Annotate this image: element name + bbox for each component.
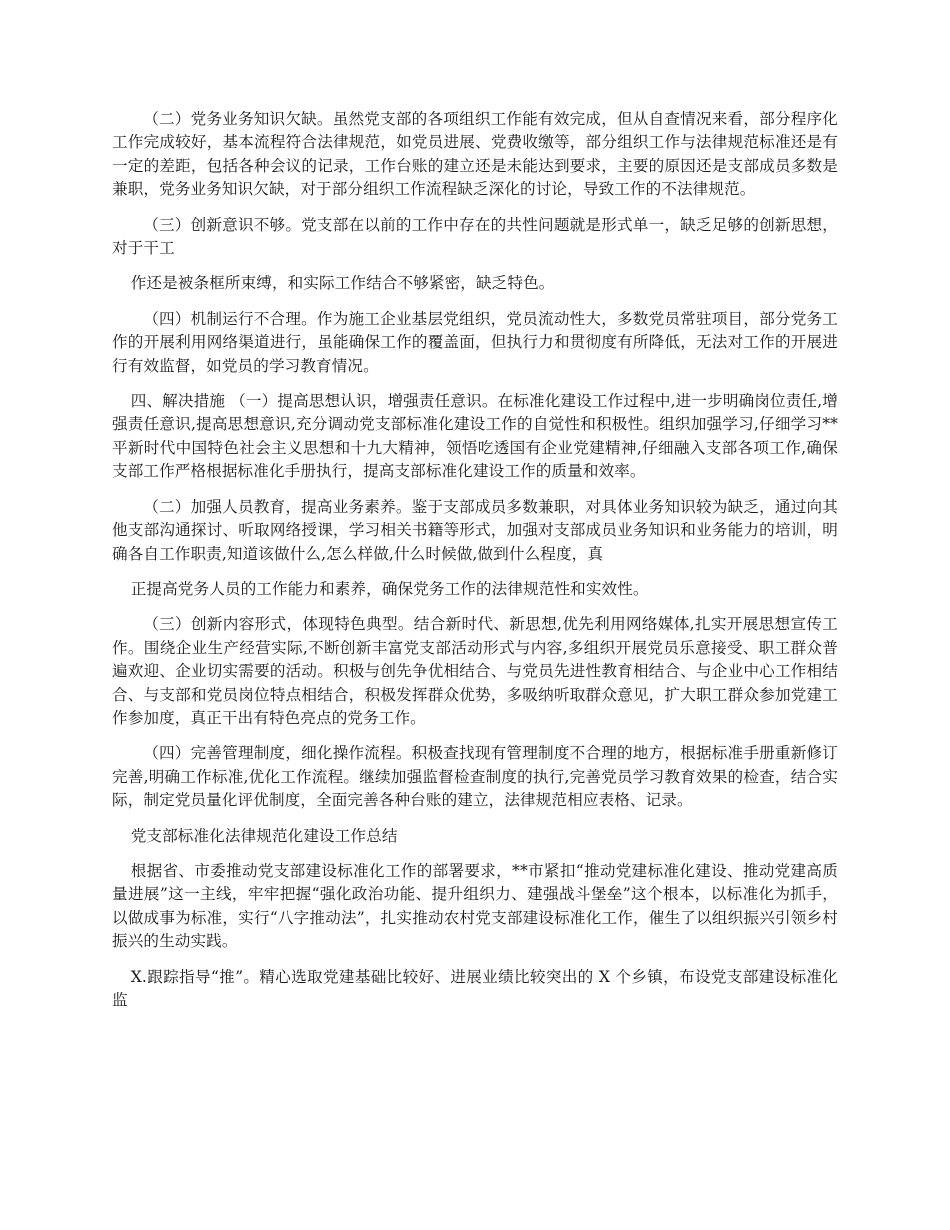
document-body bbox=[112, 108, 838, 1024]
paragraph-solutions-education-continued: 正提高党务人员的工作能力和素养，确保党务工作的法律规范性和实效性。 bbox=[130, 579, 649, 598]
paragraph-solutions-innovation: （三）创新内容形式，体现特色典型。结合新时代、新思想,优先利用网络媒体,扎实开展思想宣传工作。围绕企业生产经营实际,不断创新丰富党支部活动形式与内容,多组织开展党员乐意接受、职工群众普遍欢迎、企业切实需要的活动。积极与创先争优相结合、与党员先进性教育相结合、与企业中心工作相结合、与支部和党员岗位特点相结合，积极发挥群众优势，多吸纳听取群众意见，扩大职工群众参加党建工作参加度，真正干出有特色亮点的党务工作。 bbox=[112, 615, 838, 727]
paragraph-mechanism: （四）机制运行不合理。作为施工企业基层党组织，党员流动性大，多数党员常驻项目，部分党务工作的开展利用网络渠道进行，虽能确保工作的覆盖面，但执行力和贯彻度有所降低，无法对工作的开展进行有效监督，如党员的学习教育情况。 bbox=[112, 309, 838, 375]
paragraph-solutions-management: （四）完善管理制度，细化操作流程。积极查找现有管理制度不合理的地方，根据标准手册重新修订完善,明确工作标准,优化工作流程。继续加强监督检查制度的执行,完善党员学习教育效果的检查，结合实际，制定党员量化评优制度，全面完善各种台账的建立，法律规范相应表格、记录。 bbox=[112, 744, 838, 810]
paragraph-solutions-education: （二）加强人员教育，提高业务素养。鉴于支部成员多数兼职，对具体业务知识较为缺乏，通过向其他支部沟通探讨、听取网络授课，学习相关书籍等形式，加强对支部成员业务知识和业务能力的培训，明确各自工作职责,知道该做什么,怎么样做,什么时候做,做到什么程度，真 bbox=[112, 497, 838, 563]
paragraph-innovation-lacking: （三）创新意识不够。党支部在以前的工作中存在的共性问题就是形式单一，缺乏足够的创新思想，对于干工 bbox=[112, 215, 838, 258]
paragraph-knowledge-lacking: （二）党务业务知识欠缺。虽然党支部的各项组织工作能有效完成，但从自查情况来看，部分程序化工作完成较好，基本流程符合法律规范，如党员进展、党费收缴等，部分组织工作与法律规范标准还是有一定的差距，包括各种会议的记录，工作台账的建立还是未能达到要求，主要的原因还是支部成员多数是兼职，党务业务知识欠缺，对于部分组织工作流程缺乏深化的讨论，导致工作的不法律规范。 bbox=[112, 110, 838, 199]
paragraph-tracking-guidance: X.跟踪指导“推”。精心选取党建基础比较好、进展业绩比较突出的 X 个乡镇，布设党支部建设标准化监 bbox=[112, 967, 838, 1009]
paragraph-solutions-awareness: 四、解决措施 （一）提高思想认识，增强责任意识。在标准化建设工作过程中,进一步明确岗位责任,增强责任意识,提高思想意识,充分调动党支部标准化建设工作的自觉性和积极性。组织加强学习,仔细学习**平新时代中国特色社会主义思想和十九大精神，领悟吃透国有企业党建精神,仔细融入支部各项工作,确保支部工作严格根据标准化手册执行，提高支部标准化建设工作的质量和效率。 bbox=[112, 392, 838, 481]
paragraph-summary-intro: 根据省、市委推动党支部建设标准化工作的部署要求，**市紧扣“推动党建标准化建设、推动党建高质量进展”这一主线，牢牢把握“强化政治功能、提升组织力、建强战斗堡垒”这个根本，以标准化为抓手，以做成事为标准，实行“八字推动法”，扎实推动农村党支部建设标准化工作，催生了以组织振兴引领乡村振兴的生动实践。 bbox=[112, 861, 838, 951]
section-title: 党支部标准化法律规范化建设工作总结 bbox=[130, 826, 398, 845]
paragraph-innovation-continued: 作还是被条框所束缚，和实际工作结合不够紧密，缺乏特色。 bbox=[130, 274, 555, 293]
